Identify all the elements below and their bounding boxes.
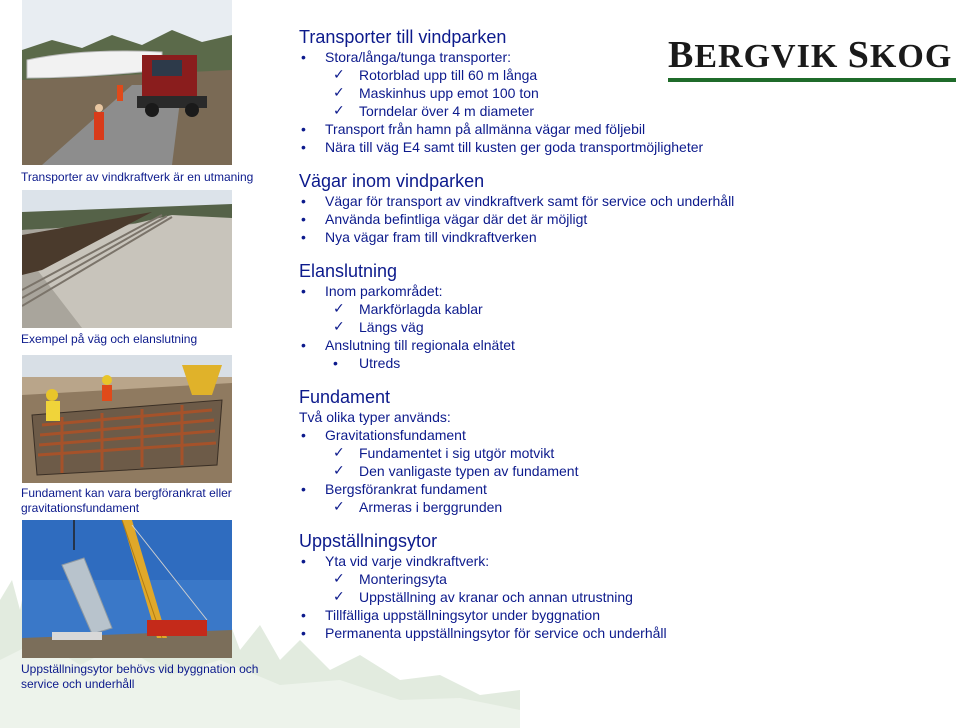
section-title: Vägar inom vindparken: [299, 171, 485, 191]
road-caption: Exempel på väg och elanslutning: [21, 332, 198, 346]
bullet-item: • Använda befintliga vägar där det är möjligt: [299, 210, 949, 228]
main-content: [299, 26, 949, 656]
bullet-item: • Bergsförankrat fundament: [299, 480, 949, 498]
section-title: Transporter till vindparken: [299, 27, 507, 47]
check-item: ✓ Markförlagda kablar: [299, 300, 949, 318]
logo-text: BERGVIK SKOG: [668, 34, 953, 76]
bullet-item: • Tillfälliga uppställningsytor under byggnation: [299, 606, 949, 624]
section: [299, 170, 949, 246]
section-title: Fundament: [299, 387, 391, 407]
check-item: ✓ Fundamentet i sig utgör motvikt: [299, 444, 949, 462]
bullet-item: • Nära till väg E4 samt till kusten ger goda transportmöjligheter: [299, 138, 949, 156]
bullet-item: • Nya vägar fram till vindkraftverken: [299, 228, 949, 246]
crane-caption: Uppställningsytor behövs vid byggnation och service och underhåll: [21, 662, 259, 691]
road-photo: [22, 190, 232, 328]
check-item: ✓ Monteringsyta: [299, 570, 949, 588]
foundation-caption: Fundament kan vara bergförankrat eller gravitationsfundament: [21, 486, 232, 515]
bullet-item: • Transport från hamn på allmänna vägar med följebil: [299, 120, 949, 138]
check-item: ✓ Uppställning av kranar och annan utrustning: [299, 588, 949, 606]
bullet-item: • Yta vid varje vindkraftverk:: [299, 552, 949, 570]
transport-photo: [22, 0, 232, 165]
check-item: ✓ Torndelar över 4 m diameter: [299, 102, 949, 120]
bullet-item: • Utreds: [299, 354, 949, 372]
section: [299, 386, 949, 516]
check-item: ✓ Rotorblad upp till 60 m långa: [299, 66, 949, 84]
section-title: Elanslutning: [299, 261, 398, 281]
transport-caption: Transporter av vindkraftverk är en utmaning: [21, 170, 254, 184]
section: [299, 26, 949, 156]
section: [299, 530, 949, 642]
bullet-item: • Anslutning till regionala elnätet: [299, 336, 949, 354]
check-item: ✓ Längs väg: [299, 318, 949, 336]
section: [299, 260, 949, 372]
bullet-item: • Gravitationsfundament: [299, 426, 949, 444]
foundation-photo: [22, 355, 232, 483]
crane-photo: [22, 520, 232, 658]
bullet-item: • Stora/långa/tunga transporter:: [299, 48, 949, 66]
check-item: ✓ Maskinhus upp emot 100 ton: [299, 84, 949, 102]
bullet-item: • Vägar för transport av vindkraftverk samt för service och underhåll: [299, 192, 949, 210]
section-title: Uppställningsytor: [299, 531, 438, 551]
bullet-item: • Inom parkområdet:: [299, 282, 949, 300]
check-item: ✓ Den vanligaste typen av fundament: [299, 462, 949, 480]
check-item: ✓ Armeras i berggrunden: [299, 498, 949, 516]
bullet-item: • Permanenta uppställningsytor för service och underhåll: [299, 624, 949, 642]
text-line: Två olika typer används:: [299, 409, 451, 425]
